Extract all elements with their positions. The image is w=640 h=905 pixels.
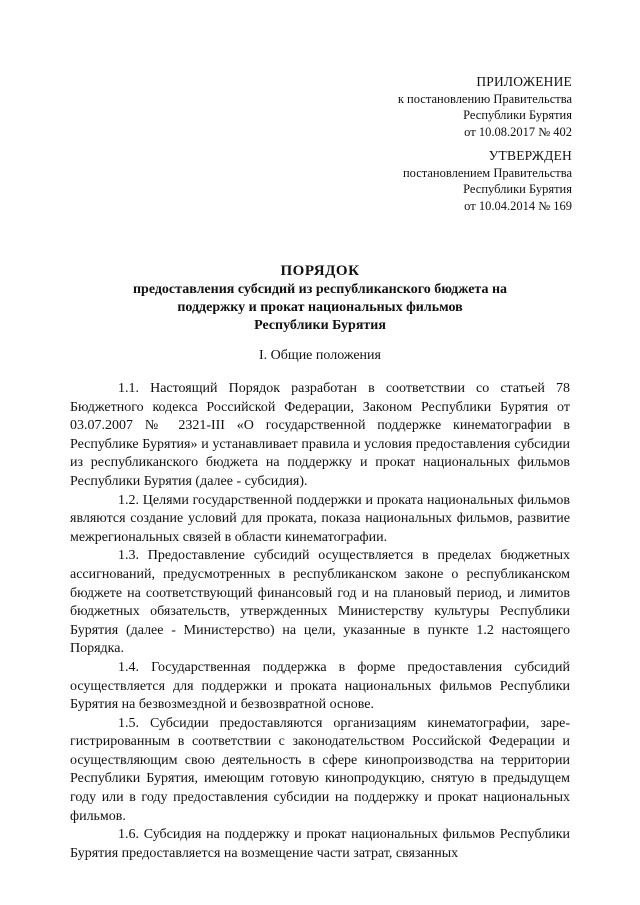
- paragraph-1-3: 1.3. Предоставление субсидий осуществляется в пределах бюджетных ассигнований, предусмотренных в республиканском законе о республиканском бюджете на соответствующий финансовый год и на плановый период, и лимитов бюджетных обязательств, утвержденных Министерству культуры Республики Бурятия (далее - Министерство) на цели, указанные в пункте 1.2 настоящего Порядка.: [70, 548, 570, 657]
- appendix-line: Республики Бурятия: [463, 108, 572, 122]
- section-heading: I. Общие положения: [259, 348, 381, 363]
- paragraph-1-6: 1.6. Субсидия на поддержку и прокат национальных фильмов Республики Бурятия предоставляется на возмещение части затрат, связанных: [70, 827, 570, 861]
- approved-block: [403, 148, 572, 214]
- document-title-line: предоставления субсидий из республиканского бюджета на: [132, 282, 508, 297]
- approved-date-line: от 10.04.2014 № 169: [464, 198, 572, 213]
- body-text: [70, 380, 570, 863]
- appendix-title: ПРИЛОЖЕНИЕ: [476, 74, 572, 89]
- document-title-main: ПОРЯДОК: [280, 263, 360, 279]
- document-title: [68, 262, 572, 335]
- paragraph-1-2: 1.2. Целями государственной поддержки и проката национальных фильмов являются создание условий для проката, показа национальных фильмов, развитие межрегиональных связей в области кинематографии.: [70, 492, 570, 545]
- paragraph-1-5: 1.5. Субсидии предоставляются организациям кинематографии, зарегистрированным в соответствии с законодательством Российской Федерации и осуществляющим свою деятельность в сфере кинопроизводства на территории Республики Бурятия, имеющим готовую кинопродукцию, снятую в предыдущем году или в году предоставления субсидии на поддержку и прокат национальных фильмов.: [70, 715, 570, 824]
- appendix-line: к постановлению Правительства: [397, 91, 572, 106]
- paragraph-1-4: 1.4. Государственная поддержка в форме предоставления субсидий осуществляется для поддержки и проката национальных фильмов Республики Бурятия на безвозмездной и безвозвратной основе.: [70, 659, 570, 713]
- paragraph-1-1: 1.1. Настоящий Порядок разработан в соответствии со статьей 78 Бюджетного кодекса Российской Федерации, Законом Республики Бурятия от 03.07.2007 № 2321-III «О государственной поддержке кинематографии в Республике Бурятия» и устанавливает правила и условия предоставления субсидии из республиканского бюджета на поддержку и прокат национальных фильмов Республики Бурятия (далее - субсидия).: [70, 381, 570, 489]
- approved-line: Республики Бурятия: [463, 182, 572, 196]
- document-title-line: поддержку и прокат национальных фильмов: [177, 300, 463, 315]
- approved-line: постановлением Правительства: [402, 165, 572, 180]
- document-title-line: Республики Бурятия: [254, 318, 386, 333]
- approved-title: УТВЕРЖДЕН: [488, 148, 572, 163]
- appendix-block: [398, 74, 572, 140]
- appendix-date-line: от 10.08.2017 № 402: [464, 124, 572, 139]
